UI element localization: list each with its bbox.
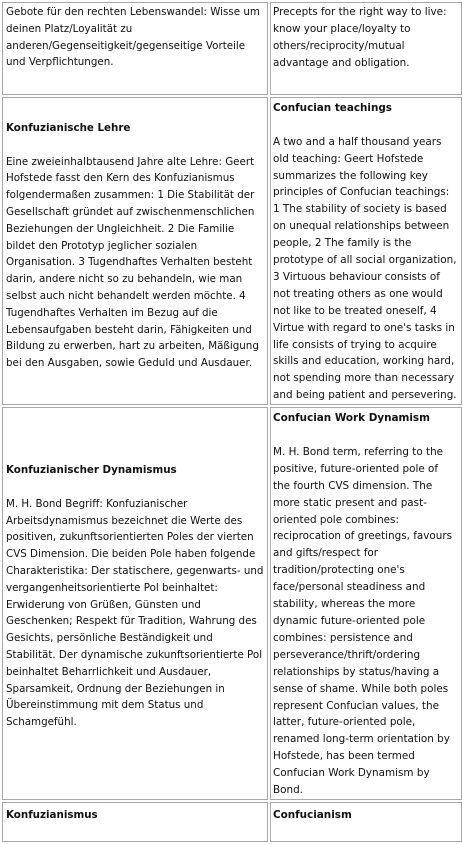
english-body: M. H. Bond term, referring to the positive, future-oriented pole of the fourth CVS dimension. The more static present and past-oriented pole combines: reciprocation of greetings, favours and gifts/respect for tradition/protecting one's face/personal steadiness and stability, whereas the more dynamic future-oriented pole combines: persistence and perseverance/thrift/ordering relationships by status/having a sense of shame. While both poles represent Confucian values, the latter, future-oriented pole, renamed long-term orientation by Hofstede, has been termed Confucian Work Dynamism by Bond. — [273, 445, 453, 797]
german-body: Eine zweieinhalbtausend Jahre alte Lehre: Geert Hofstede fasst den Kern des Konfuzianismus folgendermaßen zusammen: 1 Die Stabilität der Gesellschaft gründet auf zwischenmenschlichen Beziehungen der Ungleichheit. 2 Die Familie bildet den Prototyp jeglicher sozialen Organisation. 3 Tugendhaftes Verhalten besteht darin, andere nicht so zu behandeln, wie man selbst auch nicht behandelt werden möchte. 4 Tugendhaftes Verhalten im Bezug auf die Lebensaufgaben besteht darin, Fähigkeiten und Bildung zu erwerben, hart zu arbeiten, Mäßigung bei den Ausgaben, sowie Geduld und Ausdauer. — [6, 155, 259, 370]
german-body: Gebote für den rechten Lebenswandel: Wisse um deinen Platz/Loyalität zu anderen/Gegenseitigkeit/gegenseitige Vorteile und Verpflichtungen. — [6, 6, 260, 69]
german-term: Konfuzianische Lehre — [6, 122, 131, 134]
english-body: A two and a half thousand years old teaching: Geert Hofstede summarizes the following key principles of Confucian teachings: 1 The stability of society is based on unequal relationships between people, 2 The family is the prototype of all social organization, 3 Virtuous behaviour consists of not treating others as one would not like to be treated oneself, 4 Virtue with regard to one's tasks in life consists of trying to acquire skills and education, working hard, not spending more than necessary and being patient and persevering. — [273, 135, 457, 402]
german-cell — [2, 2, 268, 95]
english-cell — [270, 802, 462, 842]
german-cell — [2, 802, 268, 842]
english-term: Confucian Work Dynamism — [273, 412, 430, 425]
german-cell — [2, 407, 268, 800]
german-body: M. H. Bond Begriff: Konfuzianischer Arbeitsdynamismus bezeichnet die Werte des positiven, zukunftsorientierten Poles der vierten CVS Dimension. Die beiden Pole haben folgende Charakteristika: Der statischere, gegenwarts- und vergangenheitsorientierte Pol beinhaltet: Erwiderung von Grüßen, Günsten und Geschenken; Respekt für Tradition, Wahrung des Gesichts, persönliche Beständigkeit und Stabilität. Der dynamische zukunftsorientierte Pol beinhaltet Beharrlichkeit und Ausdauer, Sparsamkeit, Ordnung der Beziehungen in Übereinstimmung mit dem Status und Schamgefühl. — [6, 497, 264, 729]
english-cell — [270, 97, 462, 405]
table-row — [2, 802, 462, 842]
german-term: Konfuzianischer Dynamismus — [6, 464, 177, 477]
german-cell — [2, 97, 268, 405]
english-body: Precepts for the right way to live: know your place/loyalty to others/reciprocity/mutual advantage and obligation. — [273, 6, 447, 69]
table-row — [2, 2, 462, 95]
english-term: Confucianism — [273, 808, 352, 821]
table-row — [2, 97, 462, 405]
english-cell — [270, 407, 462, 800]
table-row — [2, 407, 462, 800]
english-term: Confucian teachings — [273, 102, 392, 114]
english-cell — [270, 2, 462, 95]
german-term: Konfuzianismus — [6, 808, 98, 821]
